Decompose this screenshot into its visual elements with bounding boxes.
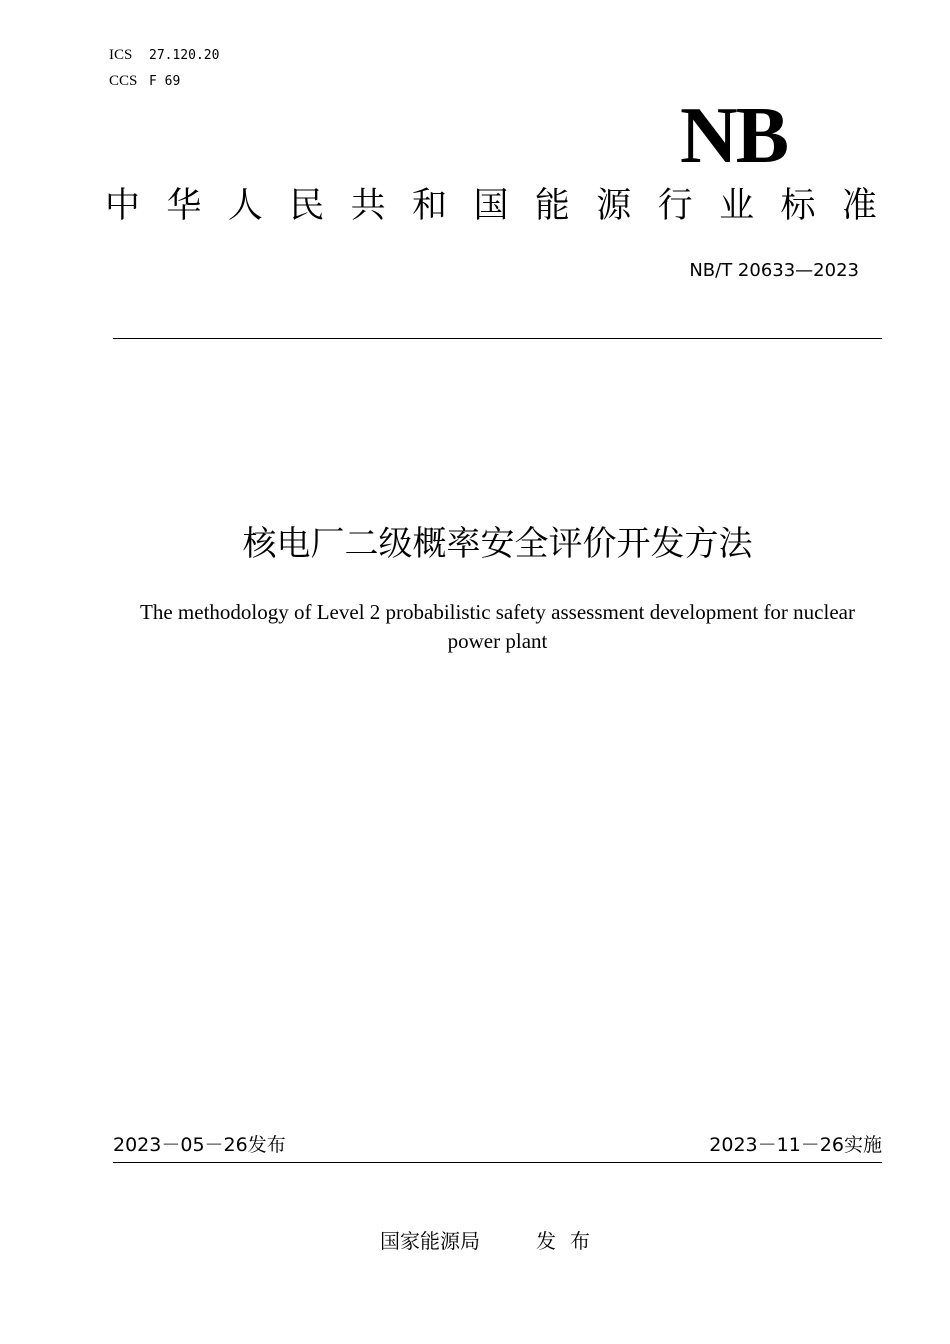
effective-date: 2023－11－26实施 (709, 1134, 882, 1156)
publish-date: 2023－05－26发布 (113, 1134, 286, 1156)
org-char: 能 (534, 186, 570, 226)
ics-value: 27.120.20 (149, 48, 220, 63)
org-char: 准 (841, 186, 877, 226)
issuer-name: 国家能源局 (380, 1229, 480, 1253)
org-char: 华 (166, 186, 202, 226)
org-char: 行 (657, 186, 693, 226)
ics-label: ICS (109, 47, 133, 63)
issuing-org-title (105, 186, 877, 226)
org-char: 民 (289, 186, 325, 226)
nb-logo: NB (680, 92, 788, 180)
org-char: 和 (412, 186, 448, 226)
title-english: The methodology of Level 2 probabilistic safety assessment development for nuclear power plant (140, 600, 855, 653)
header-divider (113, 338, 882, 339)
ccs-label: CCS (109, 73, 138, 89)
org-char: 人 (227, 186, 263, 226)
title-chinese: 核电厂二级概率安全评价开发方法 (242, 524, 753, 564)
ics-row (109, 47, 219, 64)
issue-label: 发布 (536, 1229, 604, 1253)
org-char: 源 (596, 186, 632, 226)
standard-number: NB/T 20633—2023 (689, 260, 859, 281)
org-char: 业 (719, 186, 755, 226)
org-char: 标 (780, 186, 816, 226)
footer-divider (113, 1162, 882, 1163)
ccs-value: F 69 (149, 74, 181, 89)
org-char: 国 (473, 186, 509, 226)
org-char: 中 (105, 186, 141, 226)
org-char: 共 (350, 186, 386, 226)
ccs-row (109, 73, 180, 90)
